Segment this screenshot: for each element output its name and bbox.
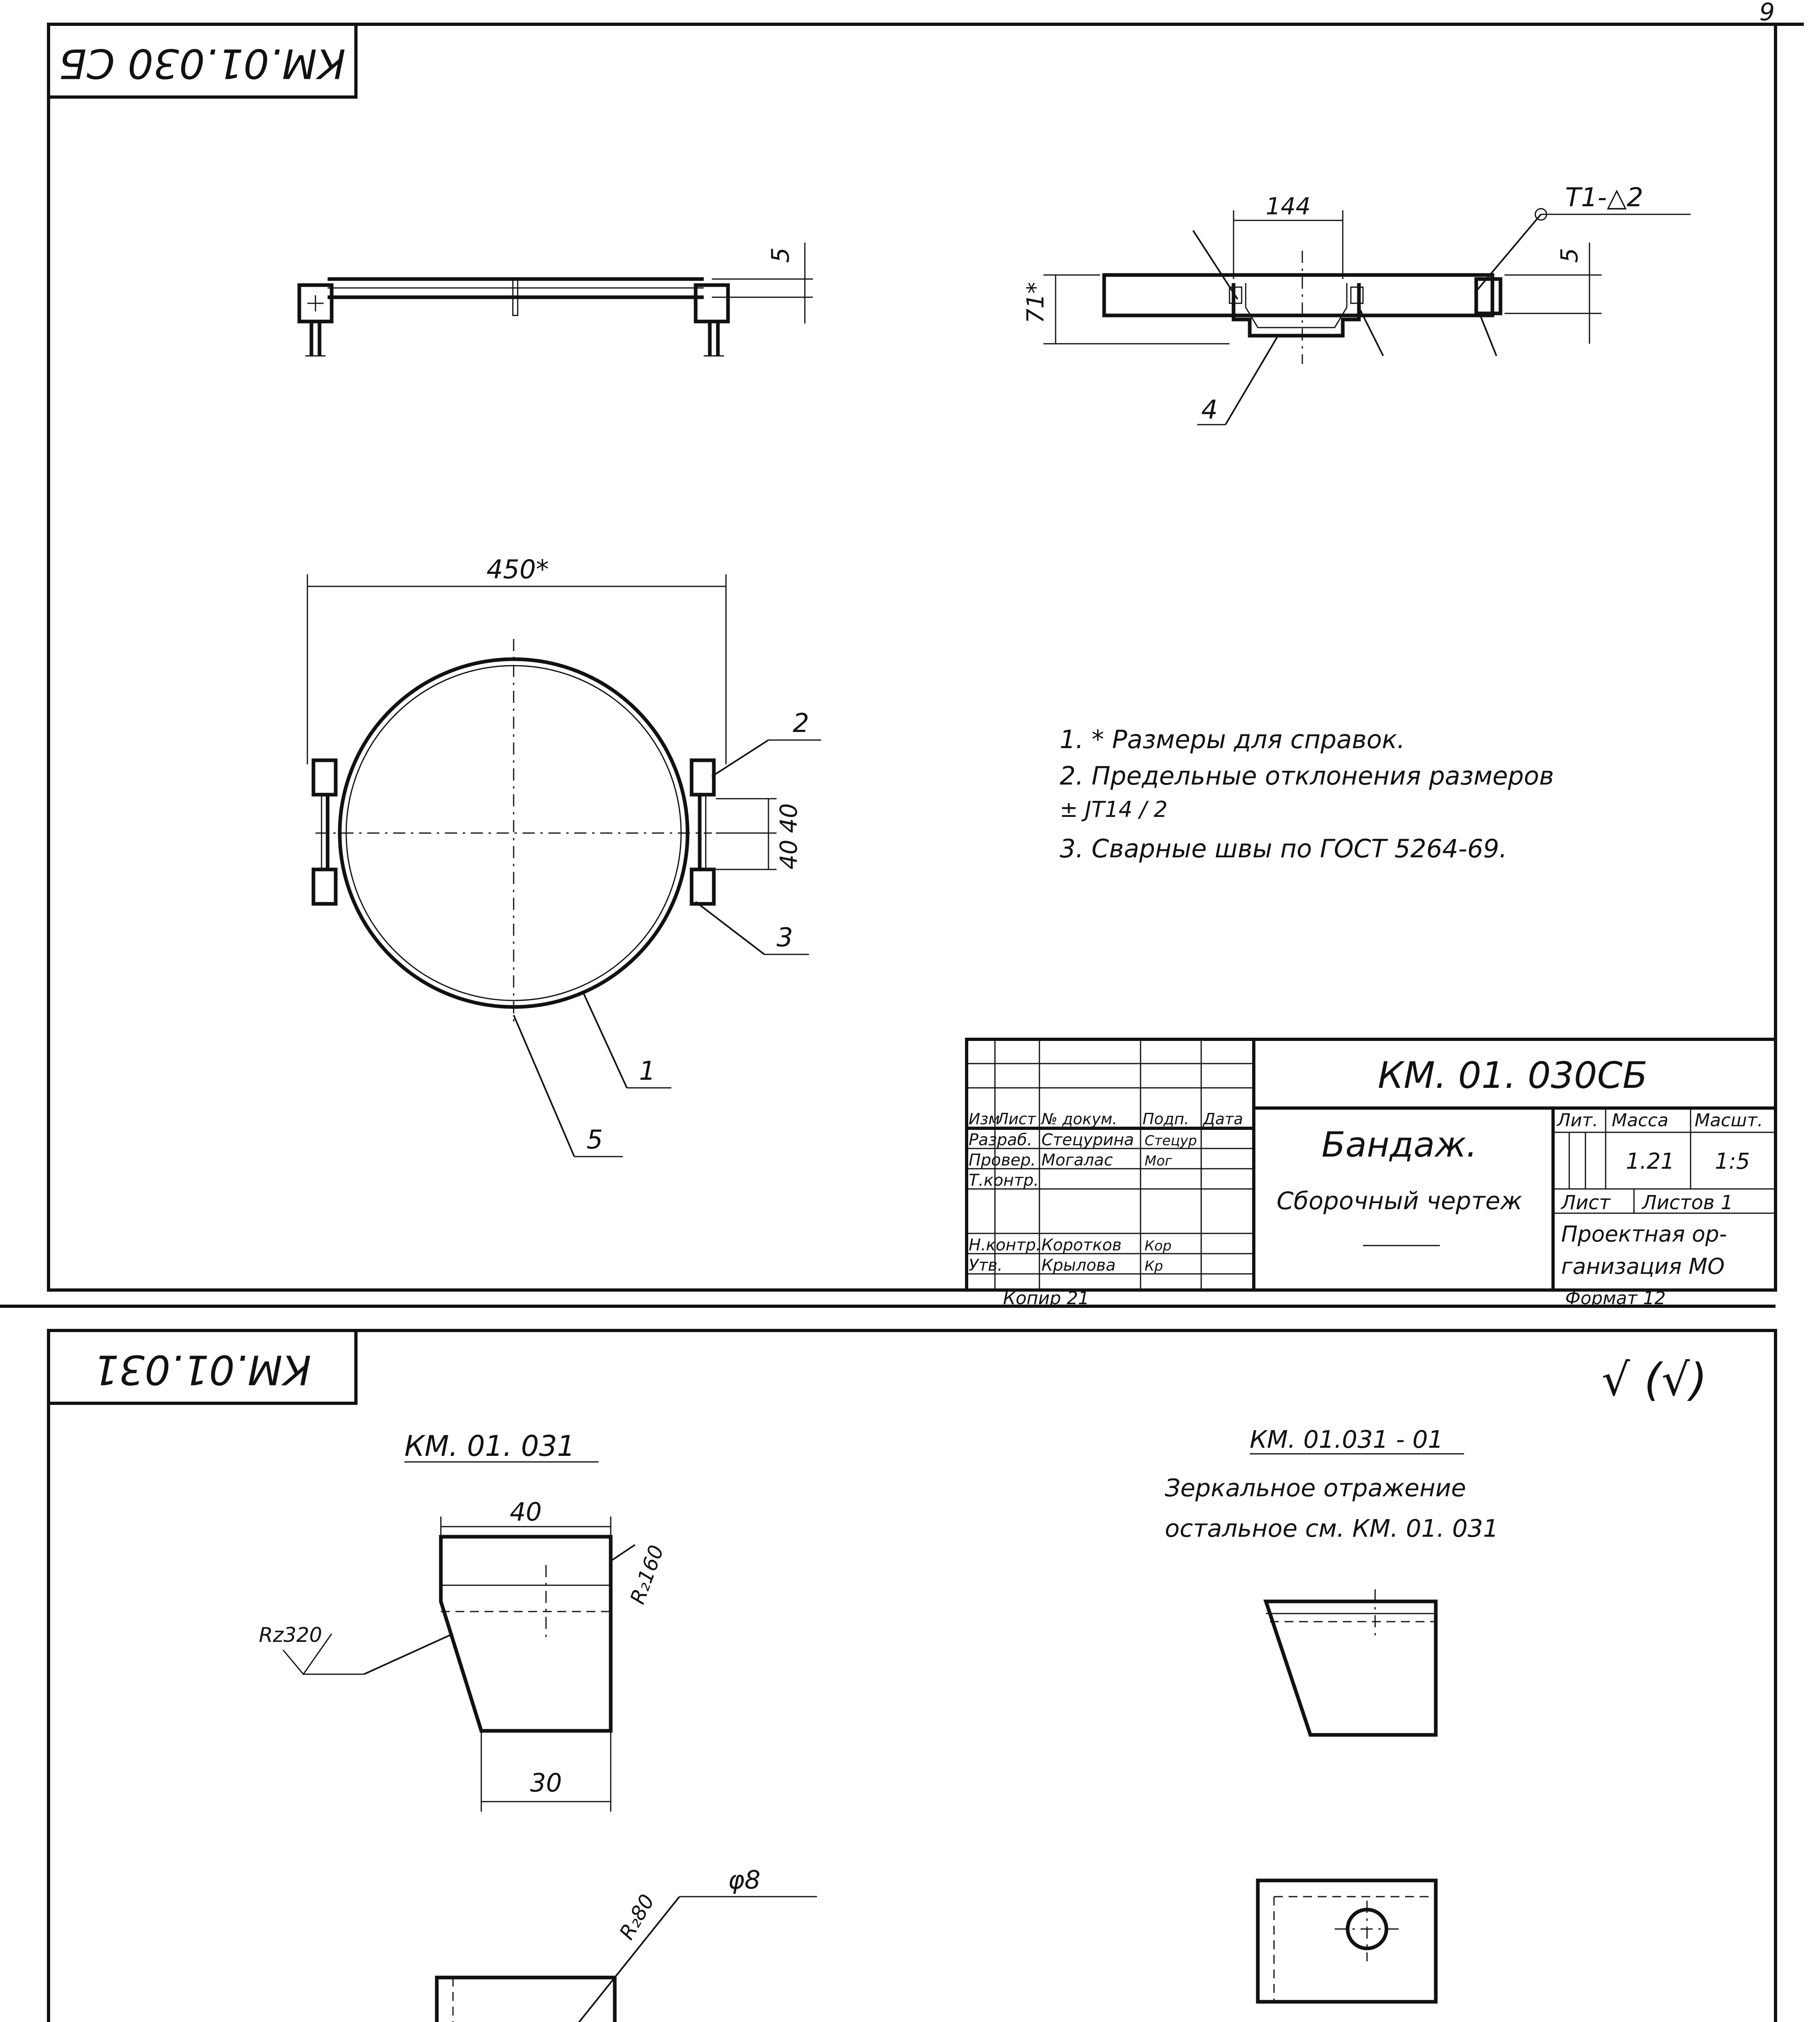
tb-person: Стецурина xyxy=(1041,1131,1134,1149)
left-view-label: КМ. 01. 031 xyxy=(404,1430,575,1463)
dim-diameter-450: 450* xyxy=(486,555,549,585)
radius-hole: R₂80 xyxy=(615,1890,659,1944)
hdr-doc: № докум. xyxy=(1041,1110,1117,1128)
tb-role: Провер. xyxy=(969,1151,1036,1170)
tb-role: Утв. xyxy=(969,1256,1003,1275)
roughness-symbol: √ (√) xyxy=(1602,1354,1707,1406)
lit-label: Лит. xyxy=(1557,1110,1598,1131)
bottom-corner-code: КМ.01.031 xyxy=(93,1346,311,1394)
top-title-block xyxy=(967,1039,1776,1309)
copy-label: Копир 21 xyxy=(1003,1288,1090,1309)
pos-5-label: 5 xyxy=(586,1125,603,1155)
dim-bottom-width: 30 xyxy=(530,1768,562,1798)
mass-label: Масса xyxy=(1612,1110,1669,1131)
top-designation: КМ. 01. 030СБ xyxy=(1378,1054,1648,1097)
tb-person: Коротков xyxy=(1041,1236,1122,1254)
pos-3-label: 3 xyxy=(777,923,793,953)
hole-diameter: φ8 xyxy=(728,1865,761,1895)
sheets-label: Листов 1 xyxy=(1642,1191,1733,1214)
pos-1-label: 1 xyxy=(639,1056,656,1086)
top-corner-code: КМ.01.030 СБ xyxy=(59,40,346,87)
tb-person: Могалас xyxy=(1041,1151,1113,1170)
hdr-sign: Подп. xyxy=(1143,1110,1189,1128)
ear-mirror-views xyxy=(1165,1426,1498,2002)
sheet-label: Лист xyxy=(1561,1191,1610,1214)
sheet-number: 9 xyxy=(1759,0,1775,26)
mirror-line-1: Зеркальное отражение xyxy=(1165,1474,1466,1502)
tb-role: Разраб. xyxy=(969,1131,1033,1149)
bottom-sheet xyxy=(0,1330,1776,2022)
tb-signature: Мог xyxy=(1145,1153,1172,1169)
right-view-label: КМ. 01.031 - 01 xyxy=(1250,1426,1443,1454)
hdr-date: Дата xyxy=(1203,1110,1243,1128)
dim-spacing-a: 40 xyxy=(775,840,802,869)
tb-role: Н.контр. xyxy=(969,1236,1041,1254)
ear-plan-view xyxy=(437,1865,817,2022)
band-top-view xyxy=(299,243,813,356)
dim-spacing-b: 40 xyxy=(775,803,802,833)
note-1: 1. * Размеры для справок. xyxy=(1060,725,1405,754)
tb-signature: Стецур xyxy=(1145,1133,1197,1149)
top-name: Бандаж. xyxy=(1321,1125,1477,1165)
format-label: Формат 12 xyxy=(1565,1288,1666,1309)
dim-thickness-top: 5 xyxy=(766,247,795,263)
pos-4-label: 4 xyxy=(1201,395,1218,425)
top-subname: Сборочный чертеж xyxy=(1276,1187,1522,1215)
tb-signature: Кор xyxy=(1145,1238,1172,1254)
tb-person: Крылова xyxy=(1041,1256,1116,1275)
hdr-izm: Изм xyxy=(969,1110,1000,1128)
scale-label: Масшт. xyxy=(1695,1110,1763,1131)
hdr-list: Лист xyxy=(997,1110,1036,1128)
bottom-frame xyxy=(49,1330,1776,2022)
tb-signature: Кр xyxy=(1145,1258,1163,1274)
top-sheet xyxy=(0,24,1776,1309)
mass-value: 1.21 xyxy=(1626,1148,1675,1174)
rough-label: Rz320 xyxy=(259,1623,322,1647)
note-2-frac: ± JT14 / 2 xyxy=(1060,797,1168,822)
ear-front-view xyxy=(259,1430,669,1812)
dim-top-width: 40 xyxy=(510,1497,542,1527)
dim-thickness-side: 5 xyxy=(1555,248,1583,263)
pos-2-label: 2 xyxy=(793,709,809,738)
ear-right xyxy=(696,285,728,321)
band-plan-view xyxy=(307,555,821,1157)
top-notes xyxy=(1060,725,1554,863)
dim-width-144: 144 xyxy=(1266,192,1311,220)
mirror-line-2: остальное см. КМ. 01. 031 xyxy=(1165,1514,1498,1543)
weld-symbol: Т1-△2 xyxy=(1565,183,1643,213)
radius-side: R₂160 xyxy=(625,1542,669,1607)
tb-role: Т.контр. xyxy=(969,1171,1039,1190)
dim-height-71: 71* xyxy=(1022,282,1049,324)
band-side-view xyxy=(1022,183,1691,425)
note-2: 2. Предельные отклонения размеров xyxy=(1060,761,1554,791)
org-line-2: ганизация МО xyxy=(1561,1254,1725,1279)
org-line-1: Проектная ор- xyxy=(1561,1221,1727,1247)
note-3: 3. Сварные швы по ГОСТ 5264-69. xyxy=(1060,834,1507,863)
scale-value: 1:5 xyxy=(1715,1148,1750,1174)
